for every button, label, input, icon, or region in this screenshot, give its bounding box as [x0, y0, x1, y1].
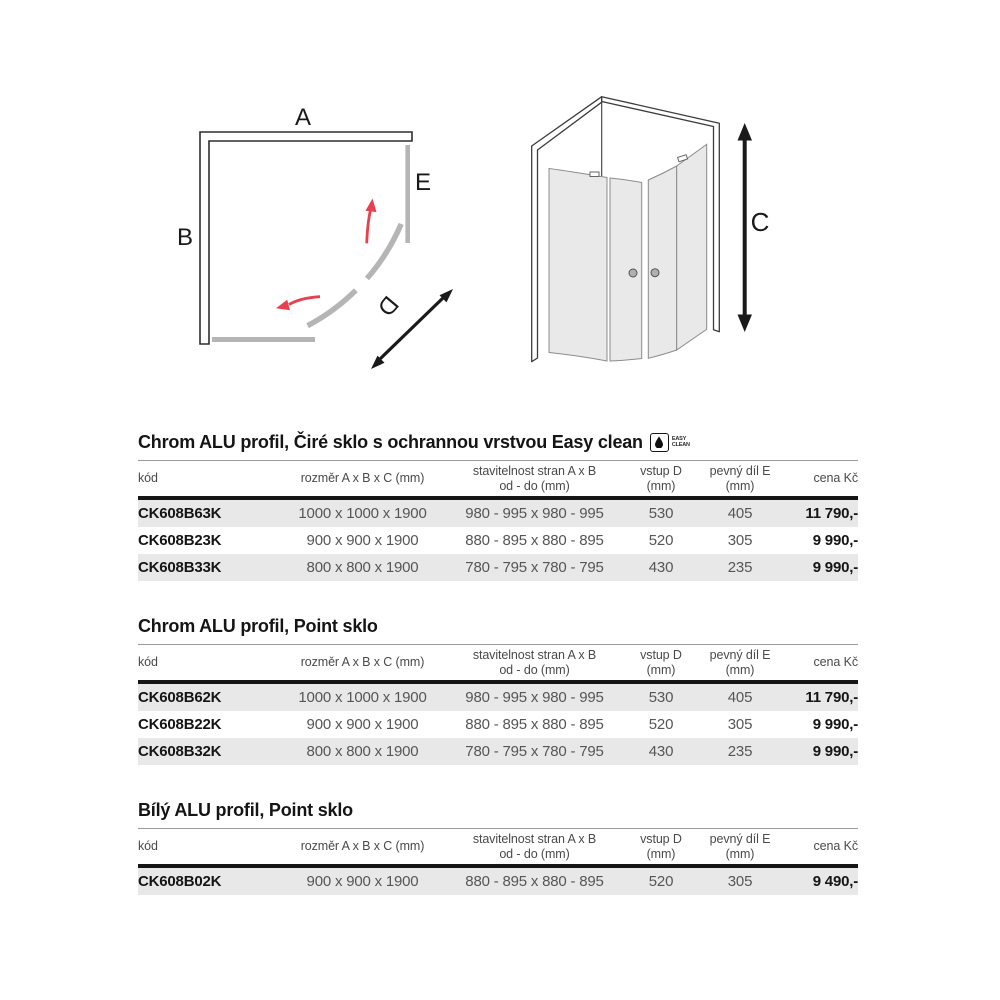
fixed-part-cell: 305: [727, 873, 753, 890]
price-cell: 9 990,-: [812, 743, 858, 760]
easy-clean-label: EASY CLEAN: [671, 435, 690, 448]
section-title-text: Chrom ALU profil, Point sklo: [138, 616, 378, 636]
glass-panel-right-fixed: [677, 144, 707, 350]
column-header-rozmer: rozměr A x B x C (mm): [300, 655, 425, 670]
column-header-cena: cena Kč: [813, 471, 858, 486]
fixed-part-cell: 405: [727, 689, 753, 706]
spec-table: [138, 460, 858, 581]
dimension-cell: 900 x 900 x 1900: [306, 716, 419, 733]
table-row: [138, 738, 858, 765]
dimension-cell: 900 x 900 x 1900: [306, 873, 419, 890]
column-header-vstup: vstup D (mm): [640, 463, 682, 493]
entry-width-cell: 520: [648, 873, 674, 890]
dimension-label-b: B: [176, 224, 194, 251]
glass-panel-left-door: [610, 178, 642, 361]
fixed-part-cell: 305: [727, 532, 753, 549]
spec-table: [138, 828, 858, 895]
price-cell: 9 990,-: [812, 716, 858, 733]
column-header-stavitelnost: stavitelnost stran A x B od - do (mm): [472, 463, 597, 493]
adjustability-cell: 980 - 995 x 980 - 995: [465, 689, 604, 706]
header-row: [138, 461, 858, 499]
glass-panel-right-door: [648, 166, 676, 358]
fixed-part-cell: 235: [727, 743, 753, 760]
section-title-text: Bílý ALU profil, Point sklo: [138, 800, 353, 820]
section-point-sklo-chrom: [138, 615, 858, 765]
column-header-kod: kód: [138, 471, 158, 486]
spec-sections: [138, 431, 858, 895]
door-motion-arrow-left: [276, 297, 320, 311]
glass-panel-left-fixed: [549, 169, 607, 362]
section-point-sklo-bily: [138, 799, 858, 895]
entry-width-cell: 530: [648, 505, 674, 522]
floor-plan-diagram: [168, 95, 463, 380]
dimension-label-e: E: [414, 169, 432, 196]
entry-width-cell: 530: [648, 689, 674, 706]
fixed-glass-segment-bottom: [212, 337, 315, 342]
table-row: [138, 711, 858, 738]
column-header-vstup: vstup D (mm): [640, 647, 682, 677]
easy-clean-badge: [650, 433, 690, 452]
dimension-label-d: D: [371, 290, 404, 321]
section-title-text: Chrom ALU profil, Čiré sklo s ochrannou vrstvou Easy clean: [138, 432, 643, 452]
entry-width-cell: 430: [648, 559, 674, 576]
column-header-vstup: vstup D (mm): [640, 831, 682, 861]
table-row: [138, 554, 858, 581]
fixed-part-cell: 405: [727, 505, 753, 522]
adjustability-cell: 880 - 895 x 880 - 895: [465, 532, 604, 549]
dimension-cell: 900 x 900 x 1900: [306, 532, 419, 549]
dimension-cell: 1000 x 1000 x 1900: [298, 689, 427, 706]
adjustability-cell: 980 - 995 x 980 - 995: [465, 505, 604, 522]
sliding-door-arc-upper: [367, 224, 401, 279]
code-cell: CK608B32K: [138, 743, 222, 760]
price-cell: 11 790,-: [805, 505, 858, 522]
code-cell: CK608B23K: [138, 532, 222, 549]
fixed-part-cell: 305: [727, 716, 753, 733]
dimension-cell: 800 x 800 x 1900: [306, 743, 419, 760]
dimension-cell: 1000 x 1000 x 1900: [298, 505, 427, 522]
door-knob-left: [629, 269, 637, 277]
adjustability-cell: 780 - 795 x 780 - 795: [465, 743, 604, 760]
column-header-stavitelnost: stavitelnost stran A x B od - do (mm): [472, 831, 597, 861]
dimension-label-a: A: [294, 104, 312, 131]
column-header-kod: kód: [138, 839, 158, 854]
column-header-pevny-dil: pevný díl E (mm): [709, 463, 771, 493]
code-cell: CK608B02K: [138, 873, 222, 890]
door-clip-left: [590, 172, 599, 177]
fixed-part-cell: 235: [727, 559, 753, 576]
table-row: [138, 866, 858, 895]
sliding-door-arc-lower: [308, 290, 356, 325]
section-cire-sklo: [138, 431, 858, 581]
adjustability-cell: 880 - 895 x 880 - 895: [465, 716, 604, 733]
column-header-kod: kód: [138, 655, 158, 670]
adjustability-cell: 880 - 895 x 880 - 895: [465, 873, 604, 890]
entry-width-cell: 430: [648, 743, 674, 760]
entry-width-cell: 520: [648, 716, 674, 733]
price-cell: 9 990,-: [812, 532, 858, 549]
table-row: [138, 527, 858, 554]
fixed-glass-segment-e: [405, 145, 410, 243]
header-row: [138, 645, 858, 683]
code-cell: CK608B63K: [138, 505, 222, 522]
wall-profile-outline: [200, 132, 412, 344]
price-cell: 9 990,-: [812, 559, 858, 576]
section-title: [138, 431, 858, 453]
easy-clean-drop-icon: [650, 433, 669, 452]
column-header-cena: cena Kč: [813, 839, 858, 854]
spec-table: [138, 644, 858, 765]
column-header-cena: cena Kč: [813, 655, 858, 670]
dimension-label-c: C: [750, 207, 770, 237]
door-knob-right: [651, 269, 659, 277]
code-cell: CK608B22K: [138, 716, 222, 733]
column-header-pevny-dil: pevný díl E (mm): [709, 647, 771, 677]
column-header-stavitelnost: stavitelnost stran A x B od - do (mm): [472, 647, 597, 677]
column-header-rozmer: rozměr A x B x C (mm): [300, 839, 425, 854]
price-cell: 11 790,-: [805, 689, 858, 706]
column-header-rozmer: rozměr A x B x C (mm): [300, 471, 425, 486]
section-title: [138, 799, 858, 821]
entry-width-cell: 520: [648, 532, 674, 549]
perspective-diagram: [523, 88, 773, 373]
column-header-pevny-dil: pevný díl E (mm): [709, 831, 771, 861]
table-row: [138, 498, 858, 527]
code-cell: CK608B62K: [138, 689, 222, 706]
section-title: [138, 615, 858, 637]
door-motion-arrow-up: [366, 199, 377, 244]
table-row: [138, 682, 858, 711]
adjustability-cell: 780 - 795 x 780 - 795: [465, 559, 604, 576]
dimension-cell: 800 x 800 x 1900: [306, 559, 419, 576]
price-cell: 9 490,-: [812, 873, 858, 890]
code-cell: CK608B33K: [138, 559, 222, 576]
header-row: [138, 829, 858, 867]
